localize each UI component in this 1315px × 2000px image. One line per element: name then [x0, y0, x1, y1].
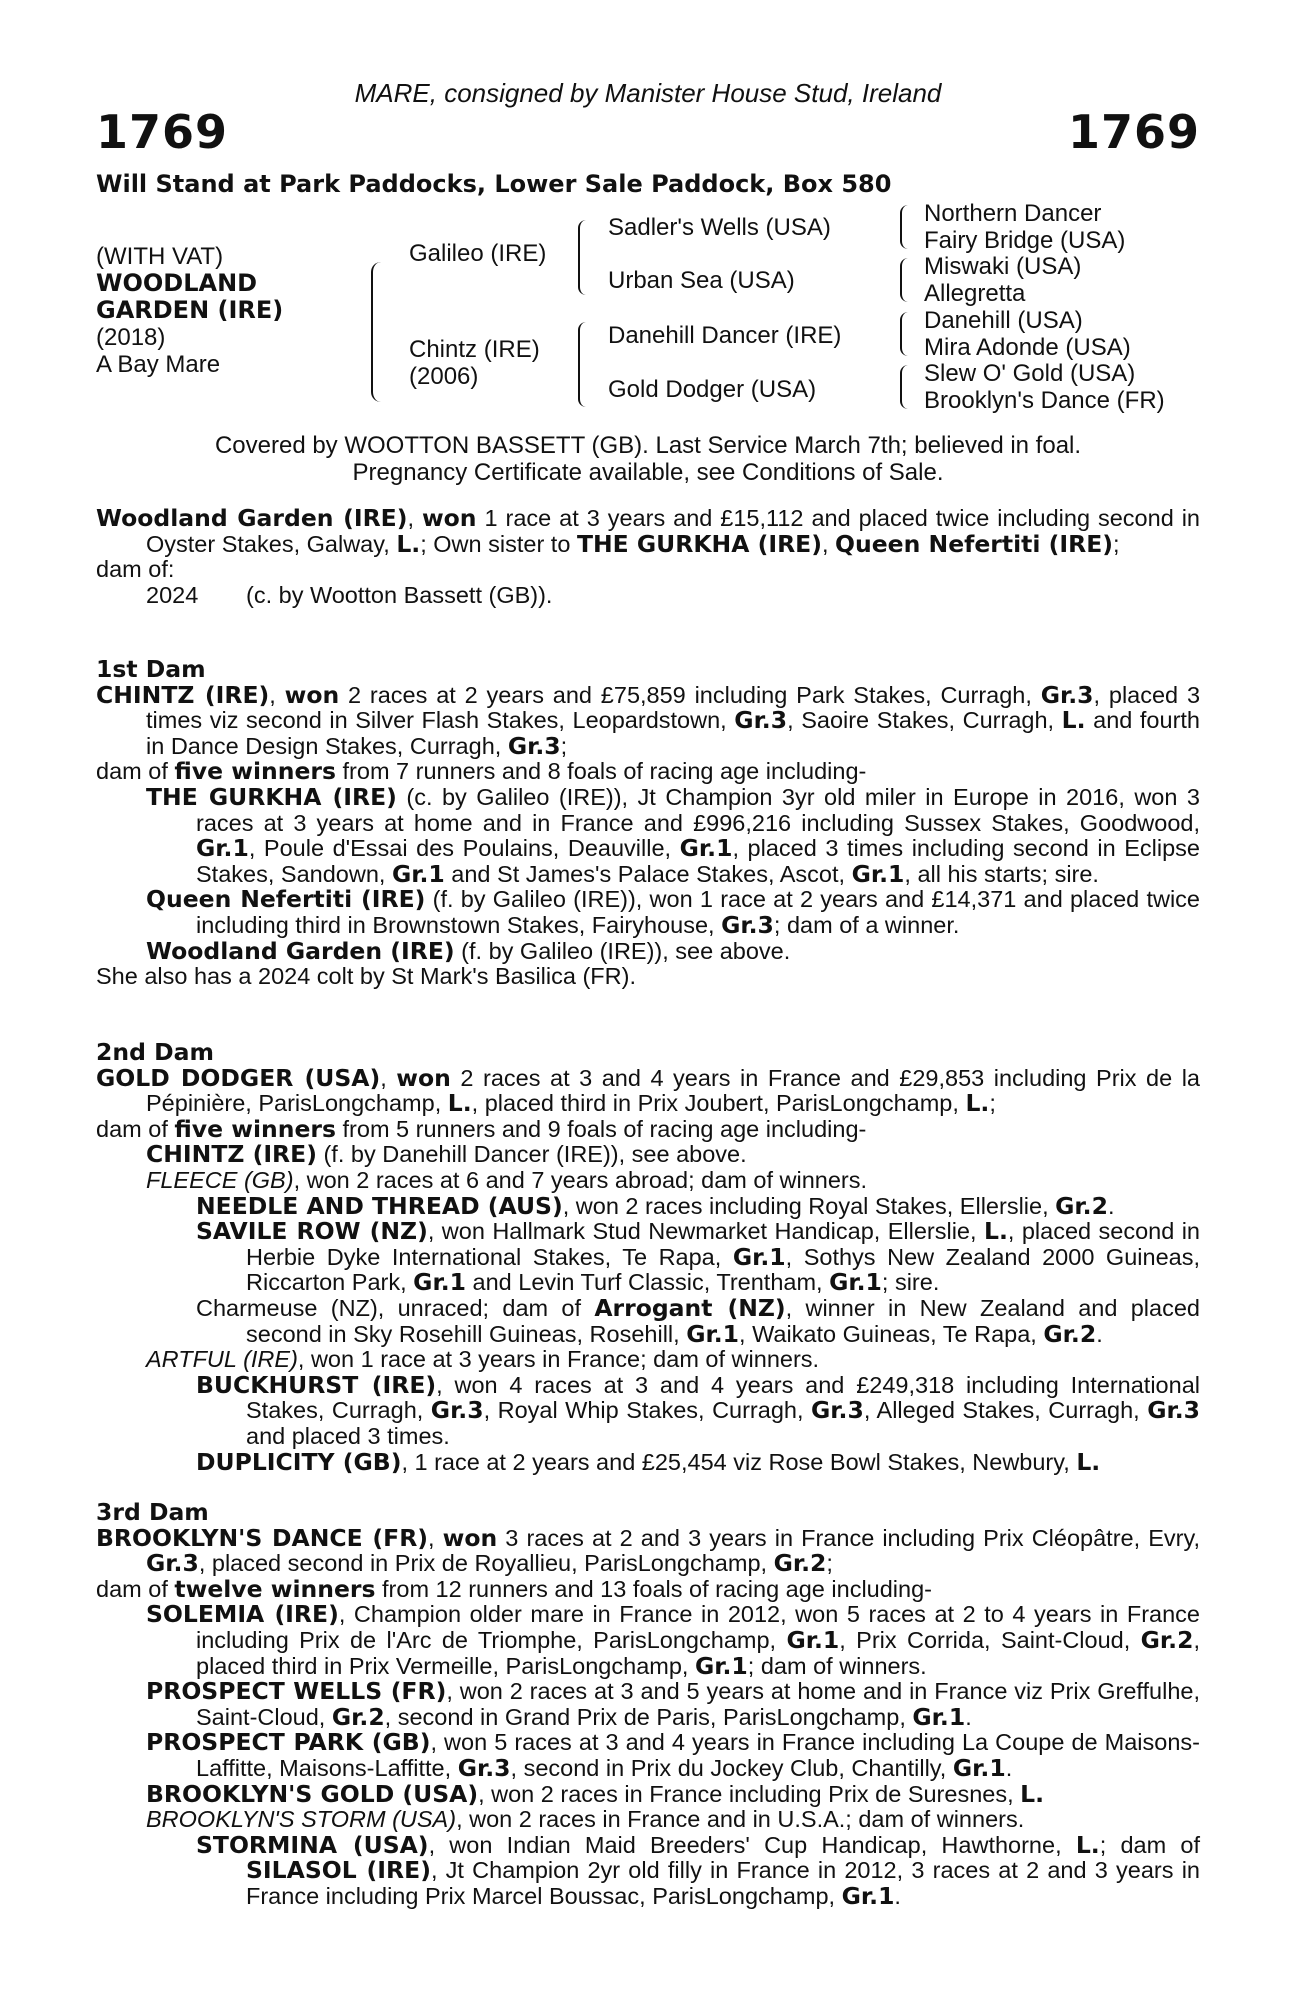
pedigree-dsd: Mira Adonde (USA)	[924, 334, 1131, 361]
grand-offspring-entry	[96, 1293, 1200, 1348]
grade: L.	[1075, 1830, 1100, 1859]
grade: Gr.3	[457, 1753, 511, 1782]
covering-line2: Pregnancy Certificate available, see Conditions of Sale.	[352, 459, 944, 486]
intro-section	[96, 506, 1200, 608]
offspring-entry	[96, 1679, 1200, 1730]
pedigree-ds: Danehill Dancer (IRE)	[608, 322, 842, 349]
text: , Jt Champion 2yr old filly in France in 2012, 3 races at 2 and 3 years in France including Prix Marcel Boussac, ParisLongchamp,	[246, 1857, 1200, 1909]
text: (f. by Danehill Dancer (IRE)), see above.	[316, 1141, 747, 1168]
text: , Saoire Stakes, Curragh,	[787, 707, 1062, 734]
mare-name: Woodland Garden (IRE)	[96, 504, 408, 532]
text: , placed second in Prix de Royallieu, ParisLongchamp,	[198, 1550, 774, 1577]
grade: Gr.1	[694, 1651, 748, 1680]
pedigree-sire: Galileo (IRE)	[409, 240, 547, 267]
offspring-entry	[96, 936, 1200, 965]
pedigree-sd: Urban Sea (USA)	[608, 267, 795, 294]
grade: L.	[1061, 706, 1086, 735]
pedigree-dam: Chintz (IRE)	[409, 336, 540, 363]
grade: Gr.2	[331, 1702, 385, 1731]
pedigree-brace-sire	[578, 220, 586, 295]
grade: Gr.1	[413, 1268, 466, 1297]
text: ; sire.	[881, 1269, 940, 1296]
offspring-entry	[96, 1168, 1200, 1194]
offspring-entry	[96, 1779, 1200, 1808]
horse-year: (2018)	[96, 324, 166, 351]
pedigree-sdd: Allegretta	[924, 280, 1026, 307]
text: from 5 runners and 9 foals of racing age including-	[335, 1115, 867, 1142]
pedigree-dss: Danehill (USA)	[924, 307, 1083, 334]
dam-name: CHINTZ (IRE)	[96, 680, 270, 709]
text: , placed 3 times viz second in Silver Flash Stakes, Leopardstown,	[146, 681, 1201, 734]
grade: Gr.1	[829, 1268, 882, 1297]
offspring-name: CHINTZ (IRE)	[146, 1140, 317, 1169]
grade: Gr.1	[391, 859, 445, 888]
text: ; dam of a winner.	[773, 911, 960, 938]
offspring-entry	[96, 1807, 1200, 1833]
horse-identity	[96, 243, 283, 378]
grade: Gr.3	[734, 706, 788, 735]
text: .	[1096, 1320, 1103, 1347]
text: dam of	[96, 758, 175, 785]
pedigree-brace-main	[371, 262, 381, 402]
text: and Levin Turf Classic, Trentham,	[465, 1269, 830, 1296]
offspring-name: SILASOL (IRE)	[246, 1856, 431, 1885]
vat-note: (WITH VAT)	[96, 243, 224, 270]
pedigree-ss: Sadler's Wells (USA)	[608, 214, 831, 241]
grade: Gr.1	[686, 1319, 740, 1348]
offspring-name: BUCKHURST (IRE)	[196, 1370, 437, 1399]
winners-count: five winners	[174, 1114, 336, 1143]
pedigree-brace-dam	[578, 322, 586, 407]
grade: Gr.1	[952, 1753, 1006, 1782]
text: , won 1 race at 3 years in France; dam of winners.	[297, 1346, 820, 1373]
offspring-name: STORMINA (USA)	[196, 1830, 429, 1859]
text: , won 2 races in France including Prix de Suresnes,	[478, 1780, 1021, 1807]
text: (c. by Galileo (IRE)), Jt Champion 3yr old miler in Europe in 2016, won 3 races at 3 years at home and in France and £996,216 including Sussex Stakes, Goodwood,	[196, 783, 1200, 836]
offspring-entry	[96, 1347, 1200, 1373]
text: 2 races at 3 and 4 years in France and £29,853 including Prix de la Pépinière, ParisLongchamp,	[146, 1064, 1200, 1117]
text: , won 2 races at 6 and 7 years abroad; dam of winners.	[293, 1166, 868, 1193]
text: from 12 runners and 13 foals of racing age including-	[375, 1575, 932, 1602]
text: , Poule d'Essai des Poulains, Deauville,	[248, 835, 680, 862]
offspring-name: Woodland Garden (IRE)	[146, 936, 455, 965]
offspring-name: BROOKLYN'S STORM (USA)	[146, 1806, 457, 1833]
dam-name: GOLD DODGER (USA)	[96, 1063, 381, 1092]
grade: Gr.2	[1140, 1625, 1194, 1654]
stand-location: Will Stand at Park Paddocks, Lower Sale Paddock, Box 580	[96, 170, 892, 198]
sibling-name: Queen Nefertiti (IRE)	[835, 529, 1114, 558]
text: 1 race at 3 years and £15,112 and placed twice including second in Oyster Stakes, Galway,	[146, 505, 1201, 557]
text: , 1 race at 2 years and £25,454 viz Rose Bowl Stakes, Newbury,	[401, 1448, 1077, 1475]
text: from 7 runners and 8 foals of racing age including-	[335, 758, 867, 785]
text: .	[965, 1703, 972, 1730]
pedigree-sss: Northern Dancer	[924, 200, 1102, 227]
grade: L.	[965, 1089, 990, 1118]
text: ;	[1113, 530, 1120, 557]
grade: Gr.1	[841, 1881, 895, 1910]
text: (f. by Galileo (IRE)), see above.	[454, 937, 791, 964]
text: , won 2 races at 3 and 5 years at home and in France viz Prix Greffulhe, Saint-Cloud,	[196, 1678, 1200, 1730]
winners-count: five winners	[174, 757, 336, 786]
text: .	[894, 1882, 901, 1909]
text: , won 2 races including Royal Stakes, Ellerslie,	[562, 1192, 1056, 1219]
offspring-name: NEEDLE AND THREAD (AUS)	[196, 1191, 563, 1220]
offspring-name: BROOKLYN'S GOLD (USA)	[146, 1779, 479, 1808]
horse-name-line2: GARDEN (IRE)	[96, 296, 284, 324]
grade: Gr.1	[912, 1702, 966, 1731]
pedigree-ddd: Brooklyn's Dance (FR)	[924, 387, 1165, 414]
offspring-name: SAVILE ROW (NZ)	[196, 1217, 428, 1246]
pedigree-brace-ss	[900, 205, 908, 249]
text: , placed second in Herbie Dyke International Stakes, Te Rapa,	[246, 1218, 1201, 1270]
offspring-entry	[96, 782, 1200, 888]
text: ; Own sister to	[420, 530, 577, 557]
section-heading: 2nd Dam	[96, 1038, 214, 1066]
lot-number-left: 1769	[96, 105, 229, 159]
text: and fourth in Dance Design Stakes, Curragh,	[146, 707, 1200, 759]
text: , all his starts; sire.	[904, 860, 1099, 887]
text: , winner in New Zealand and placed second in Sky Rosehill Guineas, Rosehill,	[246, 1294, 1200, 1347]
grand-offspring-entry	[96, 1191, 1200, 1220]
dam-record: CHINTZ (IRE), won 2 races at 2 years and £75,859 including Park Stakes, Curragh, Gr.3, placed 3 times viz second in Silver Flash Stakes, Leopardstown, Gr.3, Saoire Stakes, Curragh, L. and fourth in Dance Design Stakes, Curragh, Gr.3;	[96, 680, 1201, 760]
section-heading: 1st Dam	[96, 655, 206, 683]
winners-count: twelve winners	[174, 1574, 376, 1603]
pedigree-sds: Miswaki (USA)	[924, 253, 1082, 280]
dam-name: BROOKLYN'S DANCE (FR)	[96, 1523, 429, 1552]
grand-offspring-entry	[96, 1370, 1201, 1450]
text: .	[1005, 1754, 1013, 1781]
grand-offspring-entry	[96, 1447, 1200, 1476]
offspring-name: PROSPECT PARK (GB)	[146, 1728, 431, 1757]
grade: Gr.3	[507, 731, 561, 760]
horse-name-line1: WOODLAND	[96, 269, 258, 297]
foal-row	[96, 583, 1200, 609]
grade: Gr.2	[1055, 1191, 1108, 1220]
text: (f. by Galileo (IRE)), won 1 race at 2 years and £14,371 and placed twice including third in Brownstown Stakes, Fairyhouse,	[196, 886, 1201, 938]
text: , Alleged Stakes, Curragh,	[863, 1397, 1148, 1424]
offspring-name: PROSPECT WELLS (FR)	[146, 1677, 447, 1706]
won-label: won	[442, 1523, 498, 1552]
text: 3 races at 2 and 3 years in France including Prix Cléopâtre, Evry,	[497, 1524, 1200, 1551]
offspring-name: ARTFUL (IRE)	[146, 1346, 298, 1373]
text: and placed 3 times.	[246, 1422, 450, 1449]
offspring-name: FLEECE (GB)	[146, 1166, 294, 1193]
text: dam of	[96, 1575, 175, 1602]
text: , won Hallmark Stud Newmarket Handicap, Ellerslie,	[427, 1218, 984, 1245]
text: , Sothys New Zealand 2000 Guineas, Riccarton Park,	[246, 1243, 1200, 1296]
horse-description: A Bay Mare	[96, 351, 221, 378]
text: , won Indian Maid Breeders' Cup Handicap, Hawthorne,	[428, 1831, 1076, 1858]
third-dam-section	[96, 1500, 1200, 1910]
text: ;	[560, 732, 568, 759]
offspring-entry	[96, 1730, 1200, 1781]
text: , second in Prix du Jockey Club, Chantilly,	[510, 1754, 953, 1781]
grade: L.	[1020, 1779, 1045, 1808]
grand-offspring-entry	[96, 1219, 1200, 1296]
text: dam of	[96, 1115, 175, 1142]
pedigree-brace-dd	[900, 365, 908, 409]
produce-summary	[96, 1114, 1200, 1143]
pedigree-ssd: Fairy Bridge (USA)	[924, 227, 1126, 254]
grade: Gr.1	[679, 834, 733, 863]
grade: L.	[983, 1217, 1008, 1246]
dam-record: BROOKLYN'S DANCE (FR), won 3 races at 2 and 3 years in France including Prix Cléopâtre, Evry, Gr.3, placed second in Prix de Royallieu, ParisLongchamp, Gr.2;	[96, 1523, 1200, 1578]
offspring-entry	[96, 1142, 1200, 1168]
text: , Champion older mare in France in 2012, won 5 races at 2 to 4 years in France including Prix de l'Arc de Triomphe, ParisLongchamp,	[196, 1601, 1200, 1653]
text: , Prix Corrida, Saint-Cloud,	[839, 1626, 1141, 1653]
grade: Gr.3	[1147, 1396, 1201, 1425]
grade: Gr.3	[1040, 680, 1094, 709]
offspring-name: DUPLICITY (GB)	[196, 1447, 402, 1476]
won-label: won	[421, 504, 477, 532]
text: , won 5 races at 3 and 4 years in France including La Coupe de Maisons-Laffitte, Maisons-Laffitte,	[196, 1729, 1200, 1781]
text: , second in Grand Prix de Paris, ParisLongchamp,	[384, 1703, 913, 1730]
intro-paragraph: Woodland Garden (IRE), won 1 race at 3 years and £15,112 and placed twice including second in Oyster Stakes, Galway, L.; Own sister to THE GURKHA (IRE), Queen Nefertiti (IRE);	[96, 504, 1201, 558]
grade: Gr.2	[1043, 1319, 1097, 1348]
covering-note	[96, 432, 1200, 486]
grade: Gr.3	[146, 1549, 199, 1578]
sibling-name: THE GURKHA (IRE)	[576, 529, 822, 558]
text: ; dam of	[1099, 1831, 1201, 1858]
produce-summary	[96, 759, 1200, 785]
pedigree-brace-sd	[900, 258, 908, 302]
text: , placed third in Prix Joubert, ParisLongchamp,	[471, 1090, 966, 1117]
grade: Gr.2	[773, 1549, 827, 1578]
text: , Royal Whip Stakes, Curragh,	[483, 1397, 811, 1424]
offspring-entry	[96, 1602, 1200, 1679]
grand-offspring-entry	[96, 1830, 1201, 1910]
offspring-name: Queen Nefertiti (IRE)	[146, 885, 426, 914]
covering-line1: Covered by WOOTTON BASSETT (GB). Last Service March 7th; believed in foal.	[214, 432, 1082, 459]
text: , placed third in Prix Vermeille, ParisLongchamp,	[196, 1626, 1200, 1679]
text: , won 2 races in France and in U.S.A.; dam of winners.	[456, 1806, 1025, 1833]
text: ; dam of winners.	[747, 1652, 927, 1679]
consignor-line: MARE, consigned by Manister House Stud, Ireland	[354, 78, 942, 108]
pedigree-dam-year: (2006)	[409, 363, 479, 390]
text: ;	[826, 1550, 833, 1577]
grade: Gr.1	[786, 1625, 840, 1654]
grade: L.	[396, 529, 421, 558]
won-label: won	[284, 680, 340, 709]
produce-summary	[96, 1574, 1200, 1603]
also-note: She also has a 2024 colt by St Mark's Basilica (FR).	[96, 963, 636, 990]
pedigree-brace-ds	[900, 312, 908, 356]
text: ,	[821, 530, 836, 557]
offspring-name: Arrogant (NZ)	[594, 1293, 786, 1322]
grade: Gr.1	[732, 1242, 786, 1271]
text: .	[1107, 1192, 1115, 1219]
grade: Gr.3	[721, 910, 774, 939]
grade: L.	[447, 1089, 472, 1118]
offspring-name: SOLEMIA (IRE)	[146, 1600, 339, 1629]
second-dam-section	[96, 1040, 1200, 1475]
grade: Gr.1	[196, 834, 249, 863]
won-label: won	[396, 1063, 451, 1092]
text: , Waikato Guineas, Te Rapa,	[739, 1320, 1044, 1347]
text: Charmeuse (NZ), unraced; dam of	[196, 1294, 595, 1321]
offspring-entry	[96, 887, 1200, 938]
text: and St James's Palace Stakes, Ascot,	[444, 860, 852, 887]
dam-of-label: dam of:	[96, 556, 175, 583]
grade: Gr.3	[430, 1396, 484, 1425]
foal-description: (c. by Wootton Bassett (GB)).	[246, 581, 553, 608]
grade: Gr.1	[851, 859, 905, 888]
grade: Gr.3	[811, 1396, 864, 1425]
pedigree-dd: Gold Dodger (USA)	[608, 376, 817, 403]
dam-record: GOLD DODGER (USA), won 2 races at 3 and 4 years in France and £29,853 including Prix de la Pépinière, ParisLongchamp, L., placed third in Prix Joubert, ParisLongchamp, L.;	[96, 1063, 1200, 1118]
text: ;	[989, 1090, 996, 1117]
pedigree-dds: Slew O' Gold (USA)	[924, 360, 1136, 387]
text: 2 races at 2 years and £75,859 including Park Stakes, Curragh,	[339, 681, 1041, 708]
first-dam-section	[96, 657, 1200, 990]
lot-number-right: 1769	[1067, 105, 1200, 159]
text: , won 4 races at 3 and 4 years and £249,318 including International Stakes, Curragh,	[246, 1371, 1200, 1424]
section-heading: 3rd Dam	[96, 1498, 209, 1526]
grade: L.	[1076, 1447, 1101, 1476]
text: , placed 3 times including second in Eclipse Stakes, Sandown,	[196, 835, 1200, 887]
foal-year: 2024	[146, 581, 199, 608]
offspring-name: THE GURKHA (IRE)	[146, 782, 397, 811]
